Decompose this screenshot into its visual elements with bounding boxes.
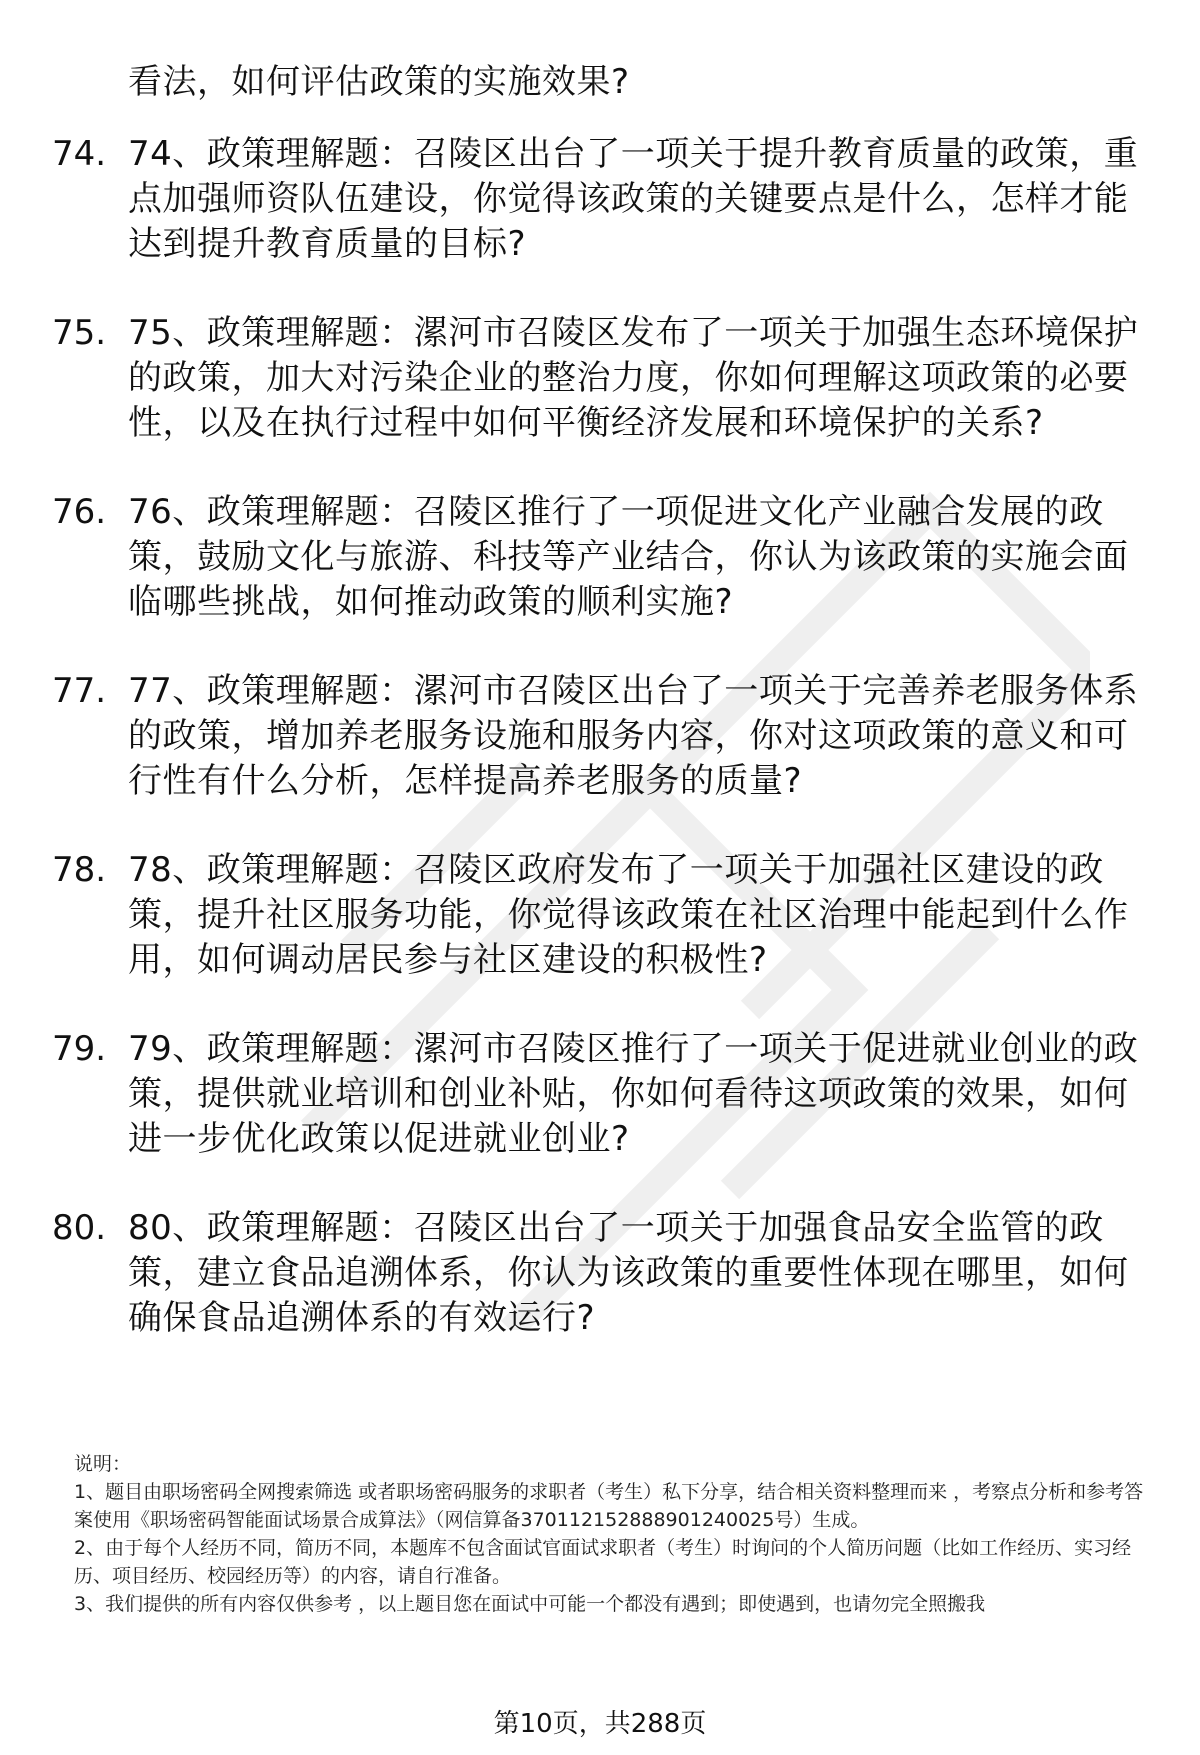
question-text: 78、政策理解题：召陵区政府发布了一项关于加强社区建设的政策，提升社区服务功能，你觉得该政策在社区治理中能起到什么作用，如何调动居民参与社区建设的积极性?: [128, 850, 1129, 980]
list-item: [52, 1206, 1162, 1341]
continued-question-text: 看法，如何评估政策的实施效果?: [128, 62, 630, 102]
list-item: [52, 848, 1162, 983]
question-text: 77、政策理解题：漯河市召陵区出台了一项关于完善养老服务体系的政策，增加养老服务设施和服务内容，你对这项政策的意义和可行性有什么分析，怎样提高养老服务的质量?: [128, 671, 1139, 801]
note-item: 3、我们提供的所有内容仅供参考 ，以上题目您在面试中可能一个都没有遇到；即使遇到，也请勿完全照搬我: [74, 1593, 986, 1615]
list-item: [52, 490, 1162, 625]
list-number: 74.: [52, 134, 107, 174]
note-item: 1、题目由职场密码全网搜索筛选 或者职场密码服务的求职者（考生）私下分享，结合相关资料整理而来 ，考察点分析和参考答案使用《职场密码智能面试场景合成算法》（网信算备370112152888901240025号）生成。: [74, 1481, 1144, 1531]
notes-heading: 说明：: [74, 1453, 132, 1475]
list-item: [52, 132, 1162, 267]
question-text: 80、政策理解题：召陵区出台了一项关于加强食品安全监管的政策，建立食品追溯体系，你认为该政策的重要性体现在哪里，如何确保食品追溯体系的有效运行?: [128, 1208, 1129, 1338]
page-indicator: 第10页，共288页: [493, 1709, 707, 1739]
note-item: 2、由于每个人经历不同，简历不同，本题库不包含面试官面试求职者（考生）时询问的个人简历问题（比如工作经历、实习经历、项目经历、校园经历等）的内容，请自行准备。: [74, 1537, 1132, 1587]
list-number: 78.: [52, 850, 107, 890]
list-number: 80.: [52, 1208, 107, 1248]
list-item: [52, 1027, 1162, 1162]
notes-section: [74, 1450, 1154, 1618]
list-number: 77.: [52, 671, 107, 711]
list-item: [52, 669, 1162, 804]
list-number: 79.: [52, 1029, 107, 1069]
list-item: [52, 311, 1162, 446]
list-number: 75.: [52, 313, 107, 353]
list-number: 76.: [52, 492, 107, 532]
question-text: 79、政策理解题：漯河市召陵区推行了一项关于促进就业创业的政策，提供就业培训和创业补贴，你如何看待这项政策的效果，如何进一步优化政策以促进就业创业?: [128, 1029, 1139, 1159]
question-list: [52, 132, 1162, 1385]
question-text: 74、政策理解题：召陵区出台了一项关于提升教育质量的政策，重点加强师资队伍建设，你觉得该政策的关键要点是什么，怎样才能达到提升教育质量的目标?: [128, 134, 1139, 264]
question-text: 75、政策理解题：漯河市召陵区发布了一项关于加强生态环境保护的政策，加大对污染企业的整治力度，你如何理解这项政策的必要性，以及在执行过程中如何平衡经济发展和环境保护的关系?: [128, 313, 1139, 443]
question-text: 76、政策理解题：召陵区推行了一项促进文化产业融合发展的政策，鼓励文化与旅游、科技等产业结合，你认为该政策的实施会面临哪些挑战，如何推动政策的顺利实施?: [128, 492, 1129, 622]
